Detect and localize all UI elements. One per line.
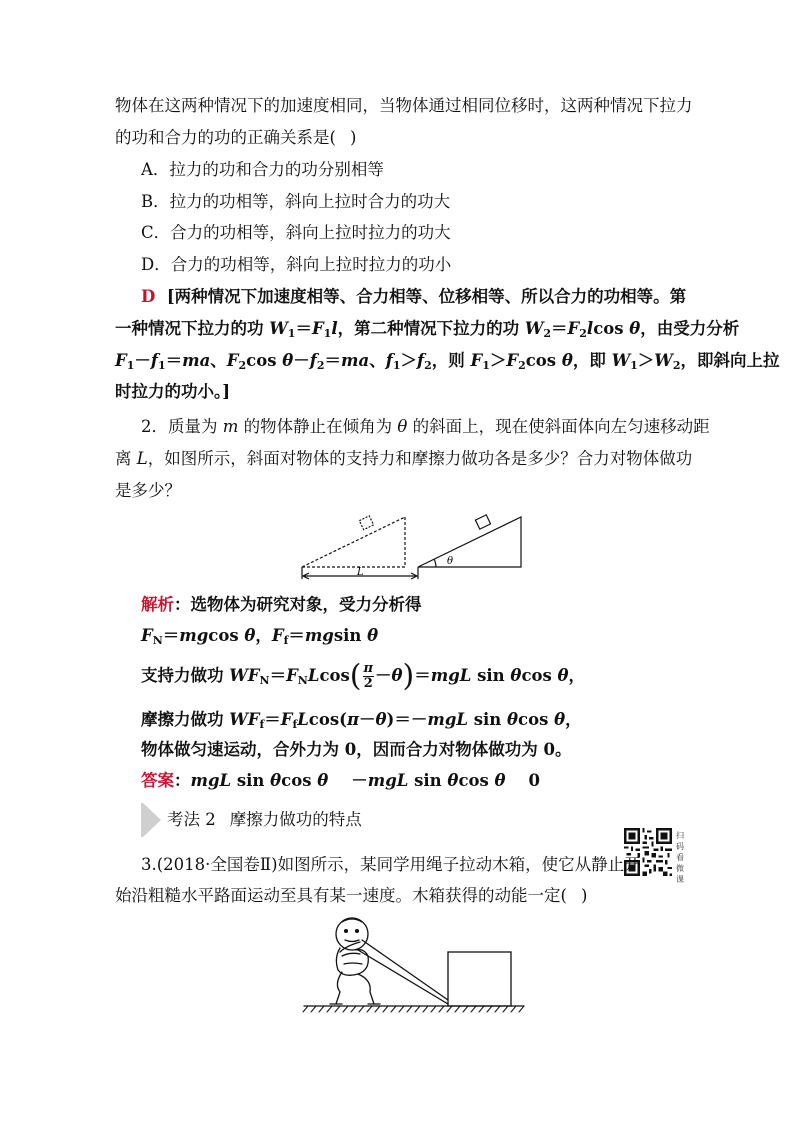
q1-explanation-line2: 一种情况下拉力的功 $W_1=F_1l$，第二种情况下拉力的功 $W_2=F_2lcos$ θ，由受力分析 [115, 319, 740, 340]
q1-expl1-text: [两种情况下加速度相等、合力相等、位移相等、所以合力的功相等。第 [166, 287, 687, 306]
q2-line1-mid: 的物体静止在倾角为 [238, 417, 398, 436]
theta-arc [434, 559, 436, 567]
q1-line1: 物体在这两种情况下的加速度相同，当物体通过相同位移时，这两种情况下拉力 [115, 96, 693, 115]
q2-solution-intro [141, 594, 422, 616]
block-solid [475, 515, 490, 529]
q2-line1-pre: 2．质量为 [141, 417, 223, 436]
q2-eq3-label: 摩擦力做功 [141, 710, 230, 729]
block-dashed [359, 516, 373, 530]
ground-hatching [303, 1006, 524, 1012]
q2-line2-pre: 离 [115, 449, 137, 468]
q2-answer-colon: ： [174, 771, 191, 790]
incline-solid [418, 517, 521, 567]
q1-line2-close: ) [349, 128, 357, 147]
q1-option-b: B．拉力的功相等，斜向上拉时合力的功大 [141, 192, 451, 211]
q1-expl3-b: ，即 [572, 351, 612, 370]
q3-line1: 3.(2018·全国卷Ⅱ)如图所示，某同学用绳子拉动木箱，使它从静止开 [141, 855, 641, 874]
q3-line2-post: ) [580, 886, 588, 905]
q1-explanation-line3: $F_1-f_1=ma$、$F_2\cos$ $\theta-f_2=ma$、$f_1>f_2$，则 $F_1>F_2\cos$ θ，即 $W_1>W_2$，即斜向上拉 [115, 351, 780, 372]
q1-expl3-c: ，即斜向上拉 [680, 351, 780, 370]
q2-line1-post: 的斜面上，现在使斜面体向左匀速移动距 [407, 417, 710, 436]
q2-line2-post: ，如图所示，斜面对物体的支持力和摩擦力做功各是多少？合力对物体做功 [147, 449, 693, 468]
section-arrow-icon [143, 803, 161, 837]
q2-eq-forces: $F_N=mgcos$ θ，$F_f=mgsin$ θ [141, 626, 379, 647]
person-body [336, 948, 368, 975]
q1-explanation-line1 [141, 286, 686, 308]
rope-upper [362, 940, 448, 1000]
q1-option-a: A．拉力的功和合力的功分别相等 [141, 160, 384, 179]
fig-label-theta: θ [447, 556, 454, 567]
section-number: 考法 2 [167, 810, 216, 829]
q2-answer: 答案：mgL sin θcos θ －mgL sin θcos θ 0 [141, 771, 541, 790]
incline-dashed-hypotenuse [302, 517, 405, 567]
q1-expl3-a: ，则 [431, 351, 471, 370]
q1-line2-text: 的功和合力的功的正确关系是( [115, 128, 336, 147]
q1-expl2-b: ，第二种情况下拉力的功 [337, 319, 525, 338]
q2-solution-label: 解析 [141, 595, 174, 614]
q2-answer-label: 答案 [141, 771, 174, 790]
q1-line2 [115, 127, 356, 149]
q2-conclusion: 物体做匀速运动，合外力为 0，因而合力对物体做功为 0。 [141, 740, 572, 759]
pi-over-2-fraction: $\frac{\pi}{2}$ [363, 661, 374, 691]
q1-answer-letter: D [141, 287, 156, 306]
q2-solution-text: ：选物体为研究对象，受力分析得 [174, 595, 422, 614]
fig-label-L: L [357, 567, 364, 578]
q3-line2-pre: 始沿粗糙水平路面运动至具有某一速度。木箱获得的动能一定( [115, 886, 567, 905]
qr-caption: 扫码看微课 [676, 831, 684, 884]
q1-explanation-line4: 时拉力的功小。] [115, 382, 231, 401]
pulling-box-figure [300, 912, 530, 1020]
incline-figure [295, 505, 530, 585]
q2-eq2-label: 支持力做功 [141, 666, 230, 685]
q1-expl2-a: 一种情况下拉力的功 [115, 319, 270, 338]
person-legs [336, 972, 374, 1004]
q1-option-c: C．合力的功相等，斜向上拉时拉力的功大 [141, 223, 451, 242]
q2-eq-friction-work: 摩擦力做功 $WF_f=F_fLcos(\pi-\theta)=-mgL$ sin θcos θ， [141, 710, 582, 731]
section-header [141, 803, 701, 837]
q2-line2: 离 L，如图所示，斜面对物体的支持力和摩擦力做功各是多少？合力对物体做功 [115, 449, 693, 468]
q2-line1: 2．质量为 m 的物体静止在倾角为 θ 的斜面上，现在使斜面体向左匀速移动距 [141, 417, 710, 436]
wooden-box [448, 952, 511, 1006]
q2-eq-normal-work: 支持力做功 $WF_N=F_NLcos$( $\frac{\pi}{2}$ －θ)＝mgL sin θcos θ， [141, 658, 586, 694]
q1-expl2-c: ，由受力分析 [640, 319, 740, 338]
q3-line2 [115, 885, 587, 907]
q2-line3: 是多少？ [115, 481, 181, 500]
q1-option-d: D．合力的功相等，斜向上拉时拉力的功小 [141, 255, 452, 274]
section-title: 摩擦力做功的特点 [229, 810, 362, 829]
